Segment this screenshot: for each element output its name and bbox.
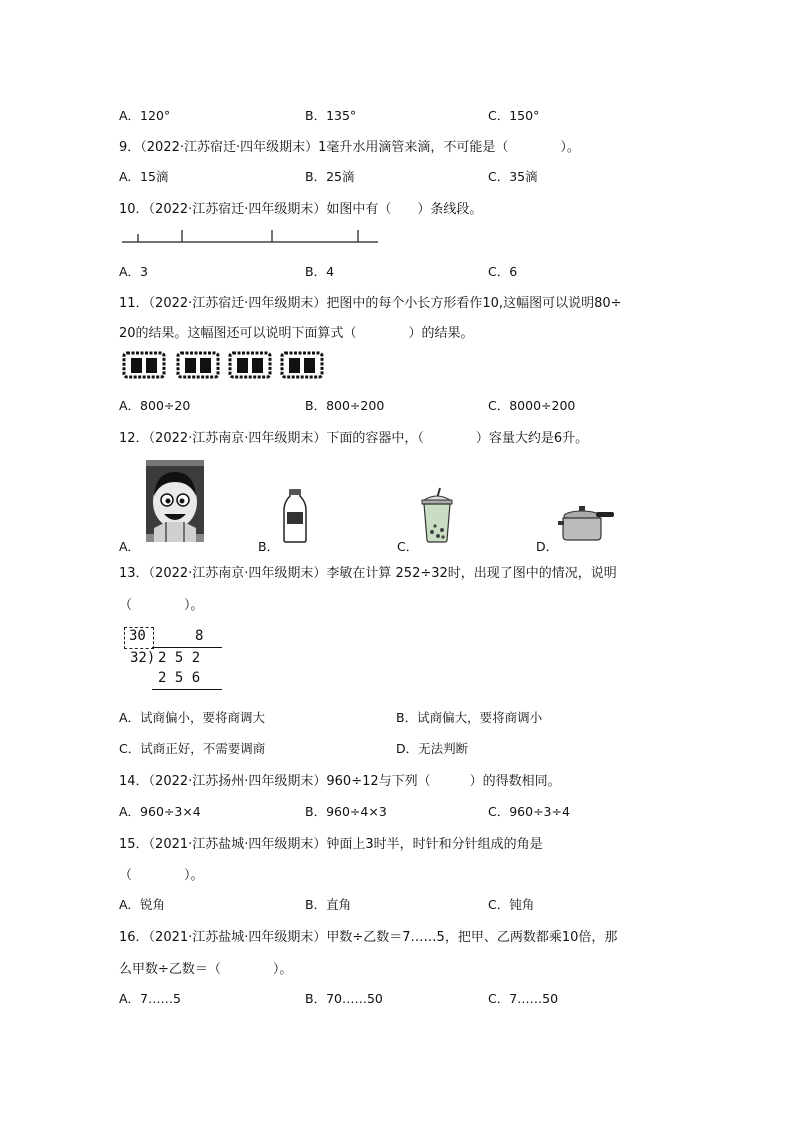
bubble-tea-cup-image <box>420 488 454 544</box>
q11-stem-line2: 20的结果。这幅图还可以说明下面算式（ ）的结果。 <box>119 326 474 341</box>
q14-option-a: A．960÷3×4 <box>119 804 201 819</box>
trial-quotient: 30 <box>129 628 146 644</box>
rectangle-groups-figure <box>122 350 327 382</box>
q14-stem: 14．（2022·江苏扬州·四年级期末）960÷12与下列（ ）的得数相同。 <box>119 774 561 789</box>
q13-stem-line2: （ ）。 <box>119 598 204 613</box>
q16-option-a: A．7……5 <box>119 991 181 1006</box>
q14-option-b: B．960÷4×3 <box>305 804 387 819</box>
q12-option-a: A． <box>119 539 141 554</box>
q15-stem-line2: （ ）。 <box>119 868 204 883</box>
q8-option-a: A．120° <box>119 108 171 123</box>
drink-can-image <box>144 456 206 544</box>
q16-stem-line2: 么甲数÷乙数＝（ ）。 <box>119 962 293 977</box>
q13-option-c: C．试商正好，不需要调商 <box>119 741 266 756</box>
q13-option-d: D．无法判断 <box>396 741 469 756</box>
q16-stem-line1: 16．（2021·江苏盐城·四年级期末）甲数÷乙数＝7……5，把甲、乙两数都乘10倍，那 <box>119 930 618 945</box>
q15-option-c: C．钝角 <box>488 897 535 912</box>
subtraction-line <box>152 689 222 690</box>
q9-stem: 9．（2022·江苏宿迁·四年级期末）1毫升水用滴管来滴，不可能是（ ）。 <box>119 140 580 155</box>
q11-option-b: B．800÷200 <box>305 398 385 413</box>
q9-option-c: C．35滴 <box>488 169 538 184</box>
milk-bottle-image <box>282 488 308 544</box>
division-bar <box>152 647 222 648</box>
q8-option-c: C．150° <box>488 108 540 123</box>
q10-option-b: B．4 <box>305 264 335 279</box>
q13-stem-line1: 13．（2022·江苏南京·四年级期末）李敏在计算 252÷32时，出现了图中的情况，说明 <box>119 566 617 581</box>
q12-stem: 12．（2022·江苏南京·四年级期末）下面的容器中，（ ）容量大约是6升。 <box>119 431 589 446</box>
q16-option-b: B．70……50 <box>305 991 383 1006</box>
q15-option-a: A．锐角 <box>119 897 166 912</box>
pressure-cooker-image <box>556 504 616 544</box>
q12-option-c: C． <box>397 539 419 554</box>
q8-option-b: B．135° <box>305 108 357 123</box>
q13-option-a: A．试商偏小，要将商调大 <box>119 710 266 725</box>
q10-option-a: A．3 <box>119 264 149 279</box>
q9-option-a: A．15滴 <box>119 169 169 184</box>
product: 2 5 6 <box>158 670 201 686</box>
q10-option-c: C．6 <box>488 264 518 279</box>
q11-option-c: C．8000÷200 <box>488 398 576 413</box>
q9-option-b: B．25滴 <box>305 169 355 184</box>
q11-stem-line1: 11．（2022·江苏宿迁·四年级期末）把图中的每个小长方形看作10,这幅图可以说明80÷ <box>119 296 622 311</box>
dividend: 2 5 2 <box>158 650 201 666</box>
q16-option-c: C．7……50 <box>488 991 559 1006</box>
q11-option-a: A．800÷20 <box>119 398 191 413</box>
divisor: 32) <box>130 650 156 666</box>
q12-option-b: B． <box>258 539 280 554</box>
quotient-digit: 8 <box>195 628 204 644</box>
q10-stem: 10．（2022·江苏宿迁·四年级期末）如图中有（ ）条线段。 <box>119 202 483 217</box>
q15-stem-line1: 15．（2021·江苏盐城·四年级期末）钟面上3时半，时针和分针组成的角是 <box>119 837 543 852</box>
q12-option-d: D． <box>536 539 559 554</box>
line-segment-figure <box>120 228 382 248</box>
q15-option-b: B．直角 <box>305 897 352 912</box>
q13-option-b: B．试商偏大，要将商调小 <box>396 710 543 725</box>
q14-option-c: C．960÷3÷4 <box>488 804 570 819</box>
